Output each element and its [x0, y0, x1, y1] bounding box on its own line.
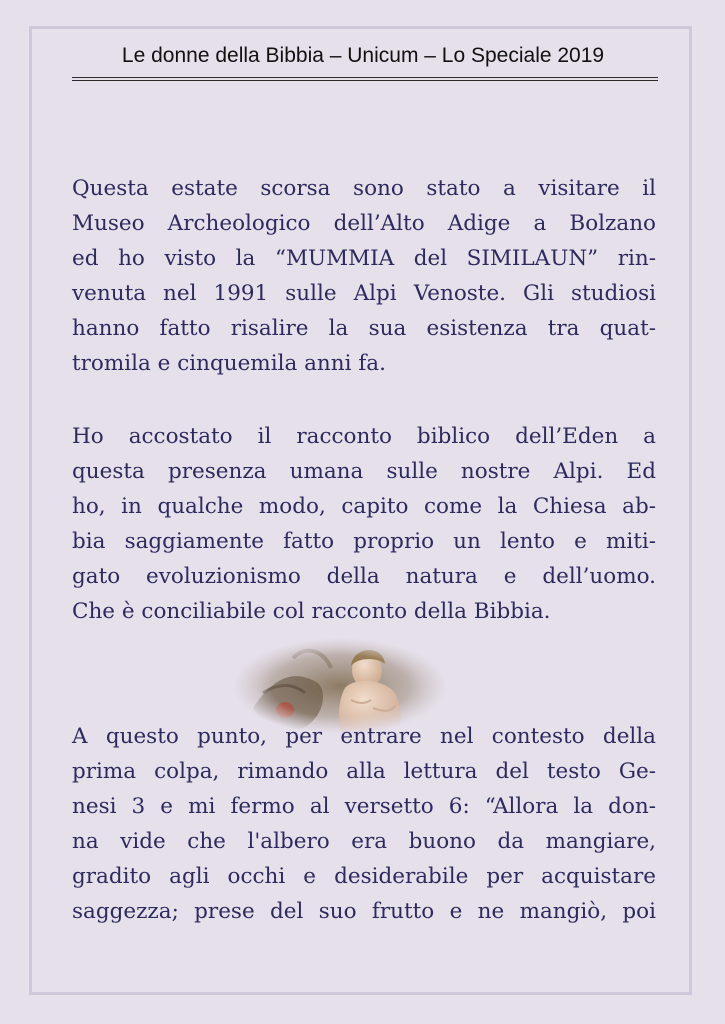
paragraph-line: na vide che l'albero era buono da mangiare, — [72, 829, 656, 854]
paragraph-line: venuta nel 1991 sulle Alpi Venoste. Gli studiosi — [72, 281, 656, 306]
paragraph-line: Che è conciliabile col racconto della Bibbia. — [72, 599, 551, 624]
paragraph-line: hanno fatto risalire la sua esistenza tra quat- — [72, 316, 656, 341]
paragraph-2 — [72, 419, 656, 629]
paragraph-line: Museo Archeologico dell’Alto Adige a Bolzano — [72, 211, 656, 236]
paragraph-line: tromila e cinquemila anni fa. — [72, 351, 386, 376]
paragraph-line: Questa estate scorsa sono stato a visitare il — [72, 176, 656, 201]
paragraph-line: questa presenza umana sulle nostre Alpi. Ed — [72, 459, 656, 484]
paragraph-1 — [72, 171, 656, 381]
paragraph-line: gato evoluzionismo della natura e dell’uomo. — [72, 564, 656, 589]
paragraph-line: ed ho visto la “MUMMIA del SIMILAUN” rin- — [72, 246, 656, 271]
paragraph-3 — [72, 719, 656, 929]
paragraph-line: Ho accostato il racconto biblico dell’Eden a — [72, 424, 656, 449]
paragraph-line: nesi 3 e mi fermo al versetto 6: “Allora la don- — [72, 794, 656, 819]
header-rule — [72, 77, 658, 81]
paragraph-line: bia saggiamente fatto proprio un lento e miti- — [72, 529, 656, 554]
page-header-title: Le donne della Bibbia – Unicum – Lo Speciale 2019 — [121, 44, 605, 67]
paragraph-line: ho, in qualche modo, capito come la Chiesa ab- — [72, 494, 656, 519]
paragraph-line: prima colpa, rimando alla lettura del testo Ge- — [72, 759, 656, 784]
paragraph-line: A questo punto, per entrare nel contesto della — [72, 724, 656, 749]
paragraph-line: gradito agli occhi e desiderabile per acquistare — [72, 864, 656, 889]
paragraph-line: saggezza; prese del suo frutto e ne mangiò, poi — [72, 899, 656, 924]
